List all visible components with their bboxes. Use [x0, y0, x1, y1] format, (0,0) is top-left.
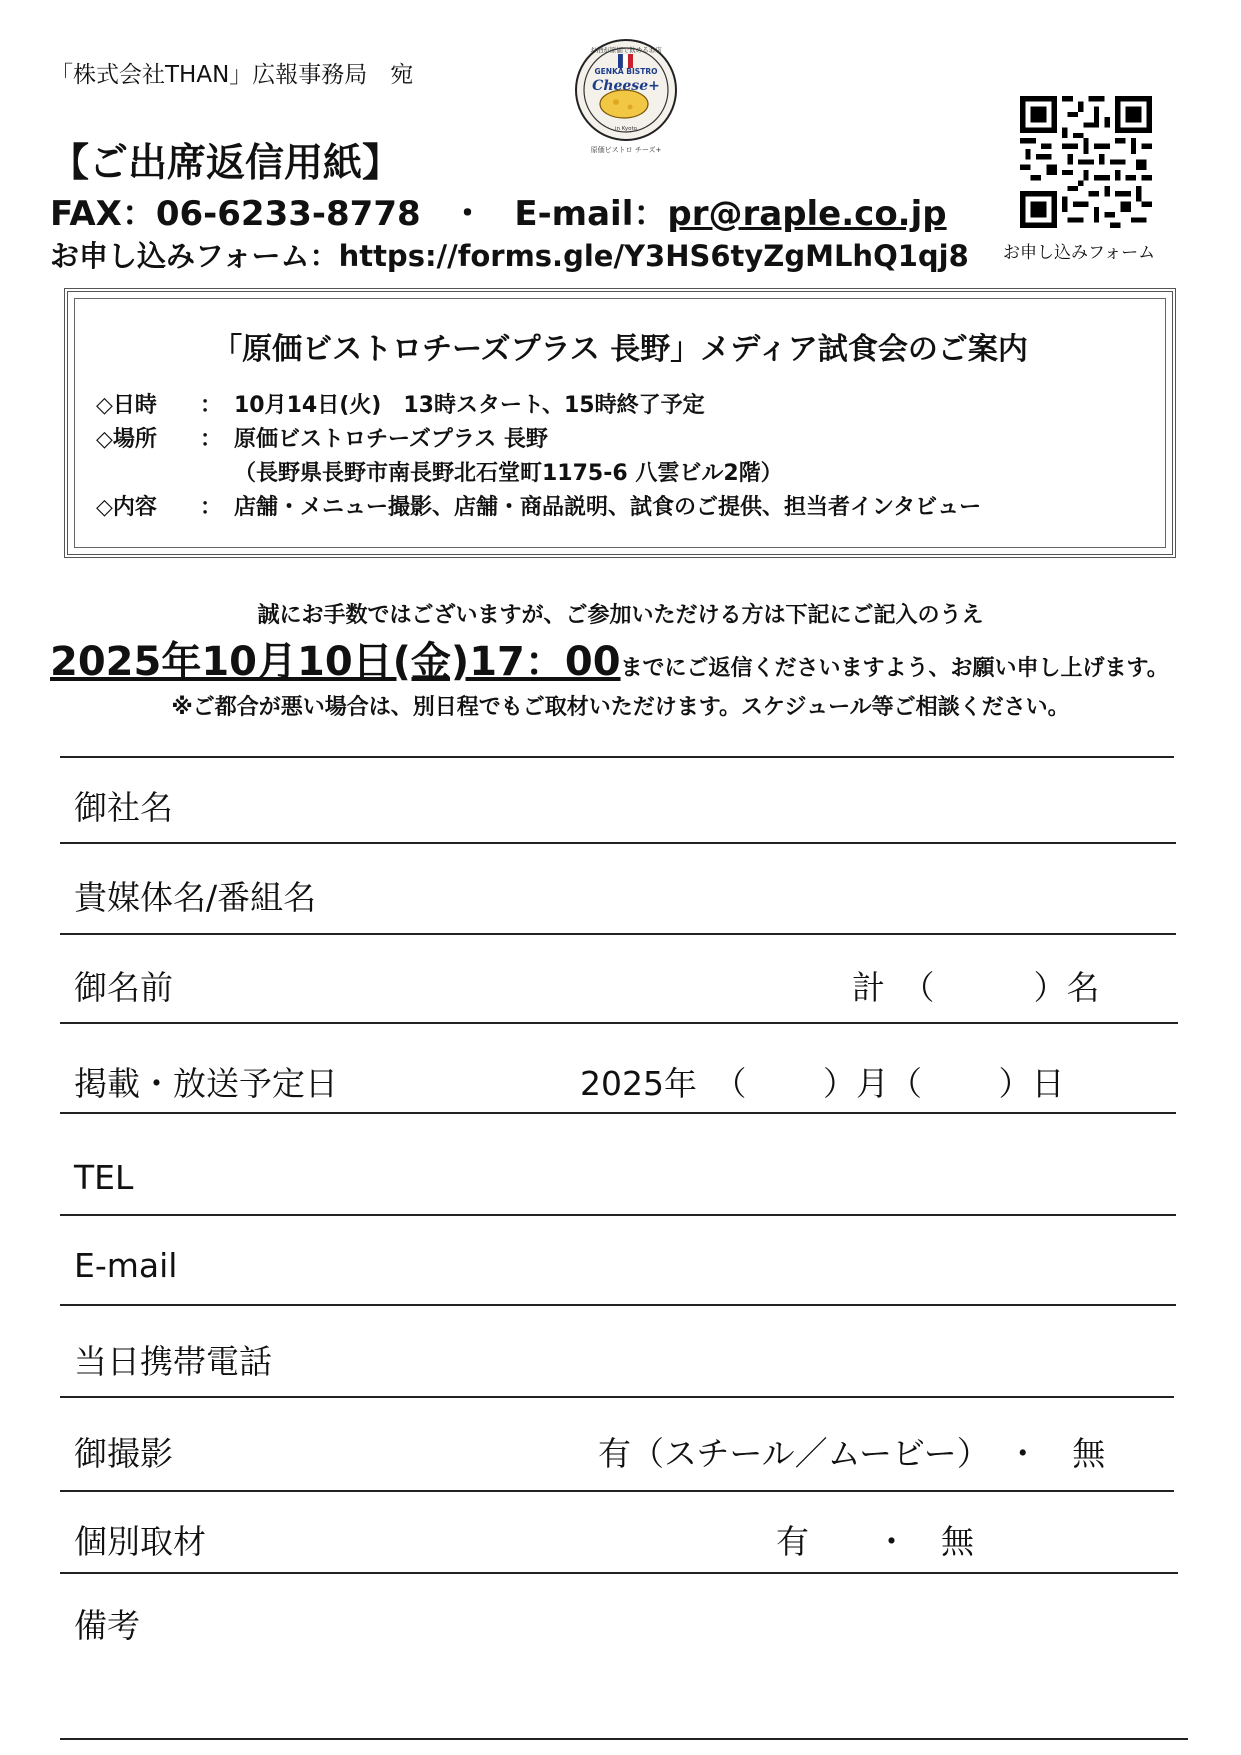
form-rule	[60, 1572, 1178, 1574]
event-row-value: （長野県長野市南長野北石堂町1175-6 八雲ビル2階）	[234, 461, 783, 486]
alternate-schedule-note: ※ご都合が悪い場合は、別日程でもご取材いただけます。スケジュール等ご相談ください。	[171, 695, 1070, 720]
application-form-line	[50, 234, 969, 275]
logo-bottom-text: in Kyoto	[614, 126, 638, 132]
reply-request-notice: 誠にお手数ではございますが、ご参加いただける方は下記にご記入のうえ	[257, 603, 984, 628]
mobile-phone-label: 当日携帯電話	[74, 1342, 272, 1381]
event-info-box	[64, 288, 1176, 558]
form-url-link[interactable]: https://forms.gle/Y3HS6tyZgMLhQ1qj8	[338, 239, 969, 273]
event-row-address	[96, 456, 783, 487]
email-field-label: E-mail	[74, 1246, 178, 1285]
photography-options[interactable]: 有（スチール／ムービー） ・ 無	[598, 1434, 1106, 1473]
event-row-venue	[96, 422, 548, 453]
attendee-count-field[interactable]: 計 （ ）名	[852, 968, 1100, 1007]
media-name-label: 貴媒体名/番組名	[74, 878, 317, 917]
form-label: お申し込みフォーム：	[50, 239, 339, 273]
event-row-label: ◇内容	[96, 495, 157, 520]
publish-date-field[interactable]: 2025年 （ ）月（ ）日	[580, 1064, 1065, 1103]
logo-top-text: お酒が原価で飲めるお店	[590, 46, 662, 54]
event-row-label: ◇日時	[96, 393, 157, 418]
genka-bistro-cheese-logo	[572, 38, 680, 156]
deadline-date: 2025年10月10日(金)17：00	[50, 639, 621, 685]
attendee-name-label: 御名前	[74, 968, 173, 1007]
contact-line	[50, 186, 947, 235]
form-rule	[60, 1304, 1176, 1306]
event-row-value: 原価ビストロチーズプラス 長野	[234, 427, 548, 452]
qr-caption: お申し込みフォーム	[1003, 243, 1156, 263]
form-rule	[60, 1112, 1176, 1114]
qr-code-icon[interactable]	[1020, 96, 1152, 228]
photography-label: 御撮影	[74, 1434, 173, 1473]
email-label: E-mail：	[514, 194, 668, 234]
form-rule	[60, 842, 1176, 844]
form-rule	[60, 1738, 1188, 1740]
event-row-datetime	[96, 388, 705, 419]
deadline-line	[50, 630, 1169, 687]
form-title: 【ご出席返信用紙】	[50, 141, 402, 186]
deadline-suffix: までにご返信くださいますよう、お願い申し上げます。	[620, 656, 1169, 681]
event-row-colon: ：	[200, 393, 223, 418]
event-title: 「原価ビストロチーズプラス 長野」メディア試食会のご案内	[212, 332, 1028, 367]
tel-label: TEL	[74, 1158, 134, 1197]
individual-interview-options[interactable]: 有 ・ 無	[776, 1522, 974, 1561]
event-row-label: ◇場所	[96, 427, 157, 452]
fax-number: FAX：06-6233-8778	[50, 194, 421, 234]
form-rule	[60, 756, 1174, 758]
company-name-label: 御社名	[74, 788, 173, 827]
logo-script-text: Cheese+	[592, 78, 660, 94]
event-row-colon: ：	[200, 427, 223, 452]
form-rule	[60, 1214, 1176, 1216]
event-row-value: 10月14日(火) 13時スタート、15時終了予定	[234, 393, 705, 418]
form-rule	[60, 933, 1176, 935]
email-link[interactable]: pr@raple.co.jp	[667, 194, 947, 234]
addressee: 「株式会社THAN」広報事務局 宛	[50, 62, 414, 88]
individual-interview-label: 個別取材	[74, 1522, 206, 1561]
form-rule	[60, 1396, 1174, 1398]
form-rule	[60, 1022, 1178, 1024]
remarks-label: 備考	[74, 1606, 140, 1645]
separator-dot: ・	[450, 194, 485, 234]
form-rule	[60, 1490, 1174, 1492]
event-row-colon: ：	[200, 495, 223, 520]
logo-arc-text: GENKA BISTRO	[594, 67, 658, 76]
publish-date-label: 掲載・放送予定日	[74, 1064, 338, 1103]
logo-caption: 原価ビストロ チーズ+	[590, 146, 662, 154]
event-row-value: 店舗・メニュー撮影、店舗・商品説明、試食のご提供、担当者インタビュー	[234, 495, 982, 520]
event-row-content	[96, 490, 981, 521]
